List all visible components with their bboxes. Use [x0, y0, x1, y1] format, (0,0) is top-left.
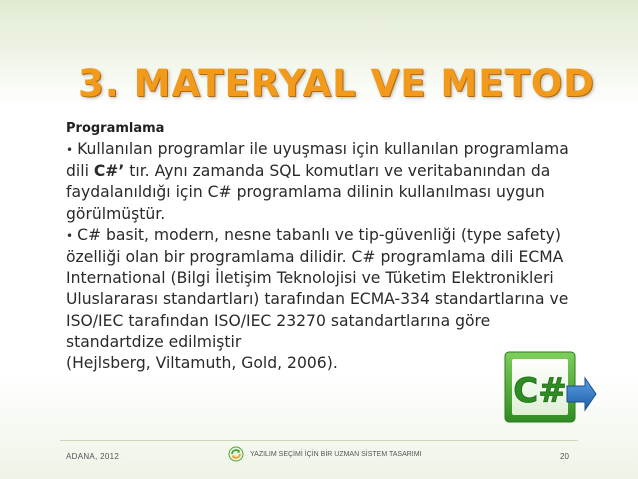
paragraph-1-text-after: tır. Aynı zamanda SQL komutları ve veritabanından da faydalanıldığı için C# programlama dilinin kullanılması uygun görülmüştür. [66, 162, 551, 223]
footer-presentation-title: YAZILIM SEÇİMİ İÇİN BİR UZMAN SİSTEM TASARIMI [250, 450, 422, 458]
paragraph-2 [66, 225, 576, 353]
cycle-arrows-icon [228, 446, 244, 462]
section-subheading: Programlama [66, 121, 165, 136]
footer-center [228, 445, 422, 463]
paragraph-1 [66, 139, 576, 225]
footer-location-date: ADANA, 2012 [66, 452, 120, 461]
csharp-logo-text: C# [513, 371, 567, 411]
top-gradient-band [0, 0, 638, 40]
csharp-file-icon [503, 350, 597, 426]
bullet-icon: • [66, 143, 74, 157]
paragraph-1-bold-term: C#’ [93, 162, 125, 181]
paragraph-1-text-before: Kullanılan programlar ile uyuşması için kullanılan programlama dili [66, 140, 569, 181]
footer-divider [60, 440, 578, 441]
paragraph-2-text: C# basit, modern, nesne tabanlı ve tip-güvenliği (type safety) özelliği olan bir programlama dilidir. C# programlama dili ECMA International (Bilgi İletişim Teknolojisi ve Tüketim Elektronikleri Uluslararası standartları) tarafından ECMA-334 standartlarına ve ISO/IEC tarafından ISO/IEC 23270 satandartlarına göre standartdize edilmiştir [66, 225, 569, 351]
bullet-icon: • [66, 228, 74, 243]
citation: (Hejlsberg, Viltamuth, Gold, 2006). [66, 354, 338, 373]
page-number: 20 [560, 452, 569, 461]
slide-title: 3. MATERYAL VE METOD [78, 62, 595, 105]
body-text [66, 139, 576, 374]
